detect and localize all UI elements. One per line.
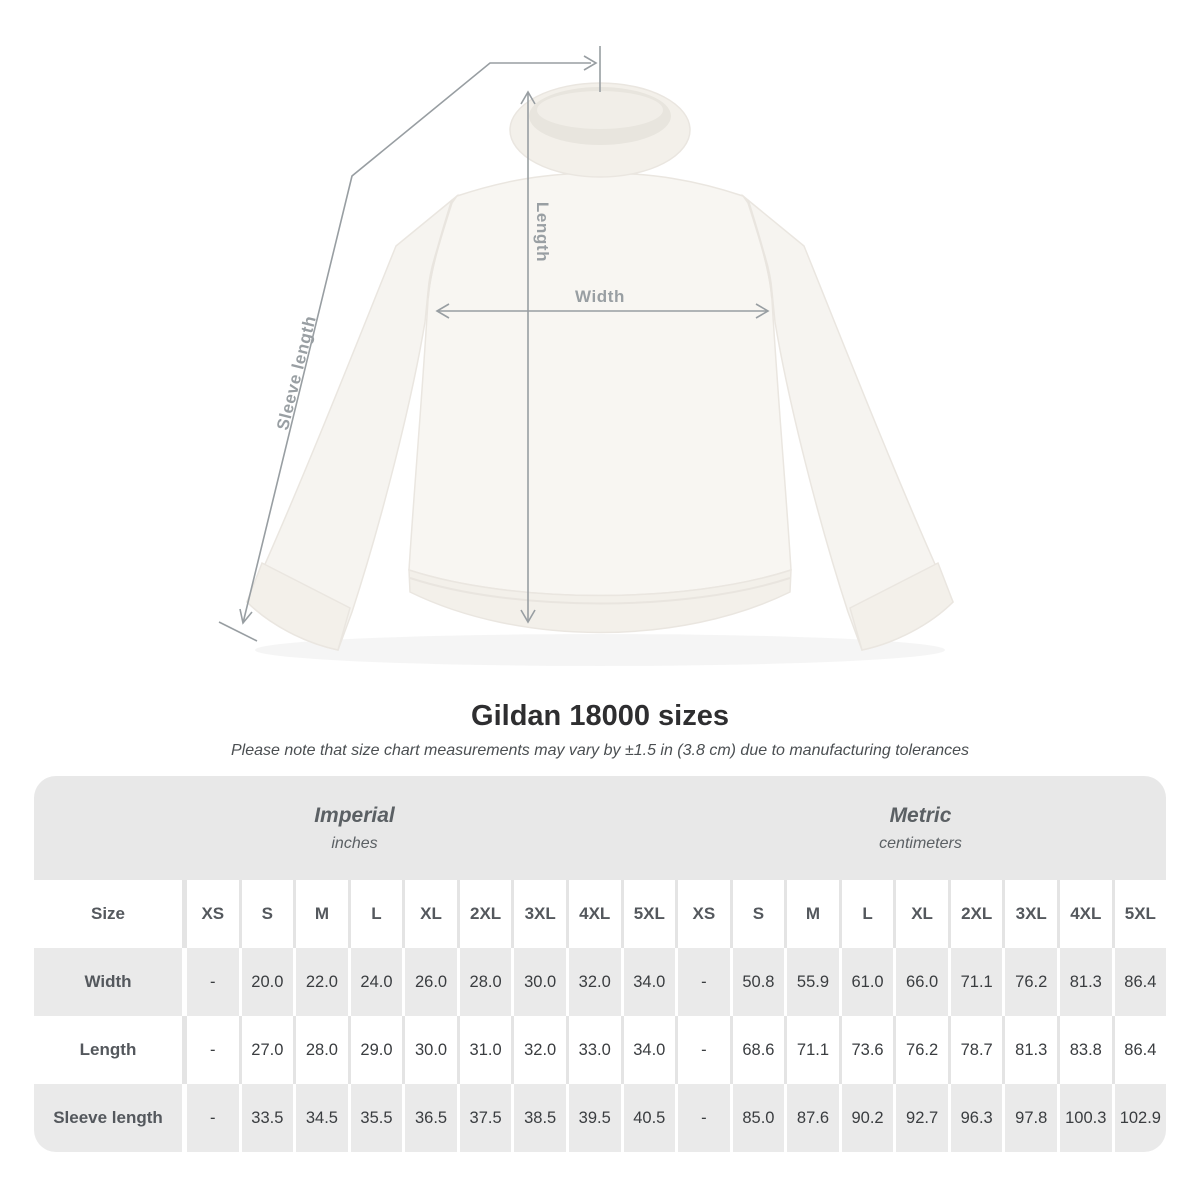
table-cell: 38.5 [511,1084,566,1152]
size-col: 5XL [1112,880,1166,948]
table-cell: 35.5 [348,1084,403,1152]
table-cell: 24.0 [348,948,403,1016]
table-cell: - [184,1084,239,1152]
size-col: 4XL [1057,880,1112,948]
row-label: Length [34,1016,184,1084]
table-cell: 55.9 [784,948,839,1016]
metric-title: Metric [889,803,952,827]
table-cell: 30.0 [402,1016,457,1084]
size-col: L [348,880,403,948]
cuff-tick [219,622,257,641]
table-cell: 22.0 [293,948,348,1016]
sleeve-length-label: Sleeve length [273,313,320,433]
table-cell: 86.4 [1112,1016,1166,1084]
size-col: 3XL [1002,880,1057,948]
table-cell: 83.8 [1057,1016,1112,1084]
length-label: Length [533,201,552,263]
table-cell: 27.0 [239,1016,294,1084]
table-cell: 32.0 [566,948,621,1016]
row-label: Width [34,948,184,1016]
table-cell: 71.1 [784,1016,839,1084]
table-cell: 96.3 [948,1084,1003,1152]
imperial-title: Imperial [314,803,395,827]
metric-section-header [675,776,1166,880]
table-cell: 71.1 [948,948,1003,1016]
page-title: Gildan 18000 sizes [471,700,729,732]
table-cell: - [675,1084,730,1152]
size-col: XS [675,880,730,948]
collar-inner-back [537,91,663,129]
size-col: M [293,880,348,948]
size-col: XS [184,880,239,948]
size-header-row [34,880,1166,948]
size-col: XL [402,880,457,948]
table-cell: 37.5 [457,1084,512,1152]
table-cell: 31.0 [457,1016,512,1084]
table-row-sleeve-length [34,1084,1166,1152]
size-col: 5XL [621,880,676,948]
size-col: 4XL [566,880,621,948]
table-cell: 81.3 [1057,948,1112,1016]
garment-shadow [255,634,945,666]
table-cell: 20.0 [239,948,294,1016]
table-cell: 50.8 [730,948,785,1016]
table-cell: 102.9 [1112,1084,1166,1152]
table-cell: 87.6 [784,1084,839,1152]
size-col: M [784,880,839,948]
size-col: L [839,880,894,948]
table-cell: 29.0 [348,1016,403,1084]
size-col: S [730,880,785,948]
table-cell: 26.0 [402,948,457,1016]
table-cell: 28.0 [293,1016,348,1084]
size-col: S [239,880,294,948]
table-cell: 68.6 [730,1016,785,1084]
table-cell: 90.2 [839,1084,894,1152]
table-cell: 32.0 [511,1016,566,1084]
table-cell: 66.0 [893,948,948,1016]
tolerance-note: Please note that size chart measurements may vary by ±1.5 in (3.8 cm) due to manufacturing tolerances [230,742,970,759]
table-cell: 73.6 [839,1016,894,1084]
width-label: Width [574,287,626,306]
units-header-row [34,776,1166,880]
table-row-width [34,948,1166,1016]
size-col: 3XL [511,880,566,948]
row-label: Sleeve length [34,1084,184,1152]
sweatshirt-body [409,173,791,596]
table-cell: 97.8 [1002,1084,1057,1152]
table-cell: 30.0 [511,948,566,1016]
table-cell: 86.4 [1112,948,1166,1016]
table-cell: 39.5 [566,1084,621,1152]
table-cell: 34.5 [293,1084,348,1152]
table-cell: - [184,1016,239,1084]
corner-cell: Size [34,880,184,948]
table-cell: 34.0 [621,948,676,1016]
size-col: XL [893,880,948,948]
table-cell: 76.2 [1002,948,1057,1016]
table-cell: - [675,1016,730,1084]
table-cell: 28.0 [457,948,512,1016]
table-cell: 78.7 [948,1016,1003,1084]
table-cell: 100.3 [1057,1084,1112,1152]
table-cell: 33.5 [239,1084,294,1152]
size-chart-table [34,776,1166,1152]
table-cell: 76.2 [893,1016,948,1084]
table-row-length [34,1016,1166,1084]
imperial-section-header [34,776,675,880]
table-cell: 85.0 [730,1084,785,1152]
size-col: 2XL [948,880,1003,948]
table-cell: 81.3 [1002,1016,1057,1084]
imperial-unit: inches [331,834,378,852]
table-cell: - [675,948,730,1016]
table-cell: 61.0 [839,948,894,1016]
table-cell: 33.0 [566,1016,621,1084]
table-cell: 92.7 [893,1084,948,1152]
table-cell: 36.5 [402,1084,457,1152]
size-col: 2XL [457,880,512,948]
table-cell: - [184,948,239,1016]
table-cell: 40.5 [621,1084,676,1152]
table-cell: 34.0 [621,1016,676,1084]
metric-unit: centimeters [879,834,962,852]
